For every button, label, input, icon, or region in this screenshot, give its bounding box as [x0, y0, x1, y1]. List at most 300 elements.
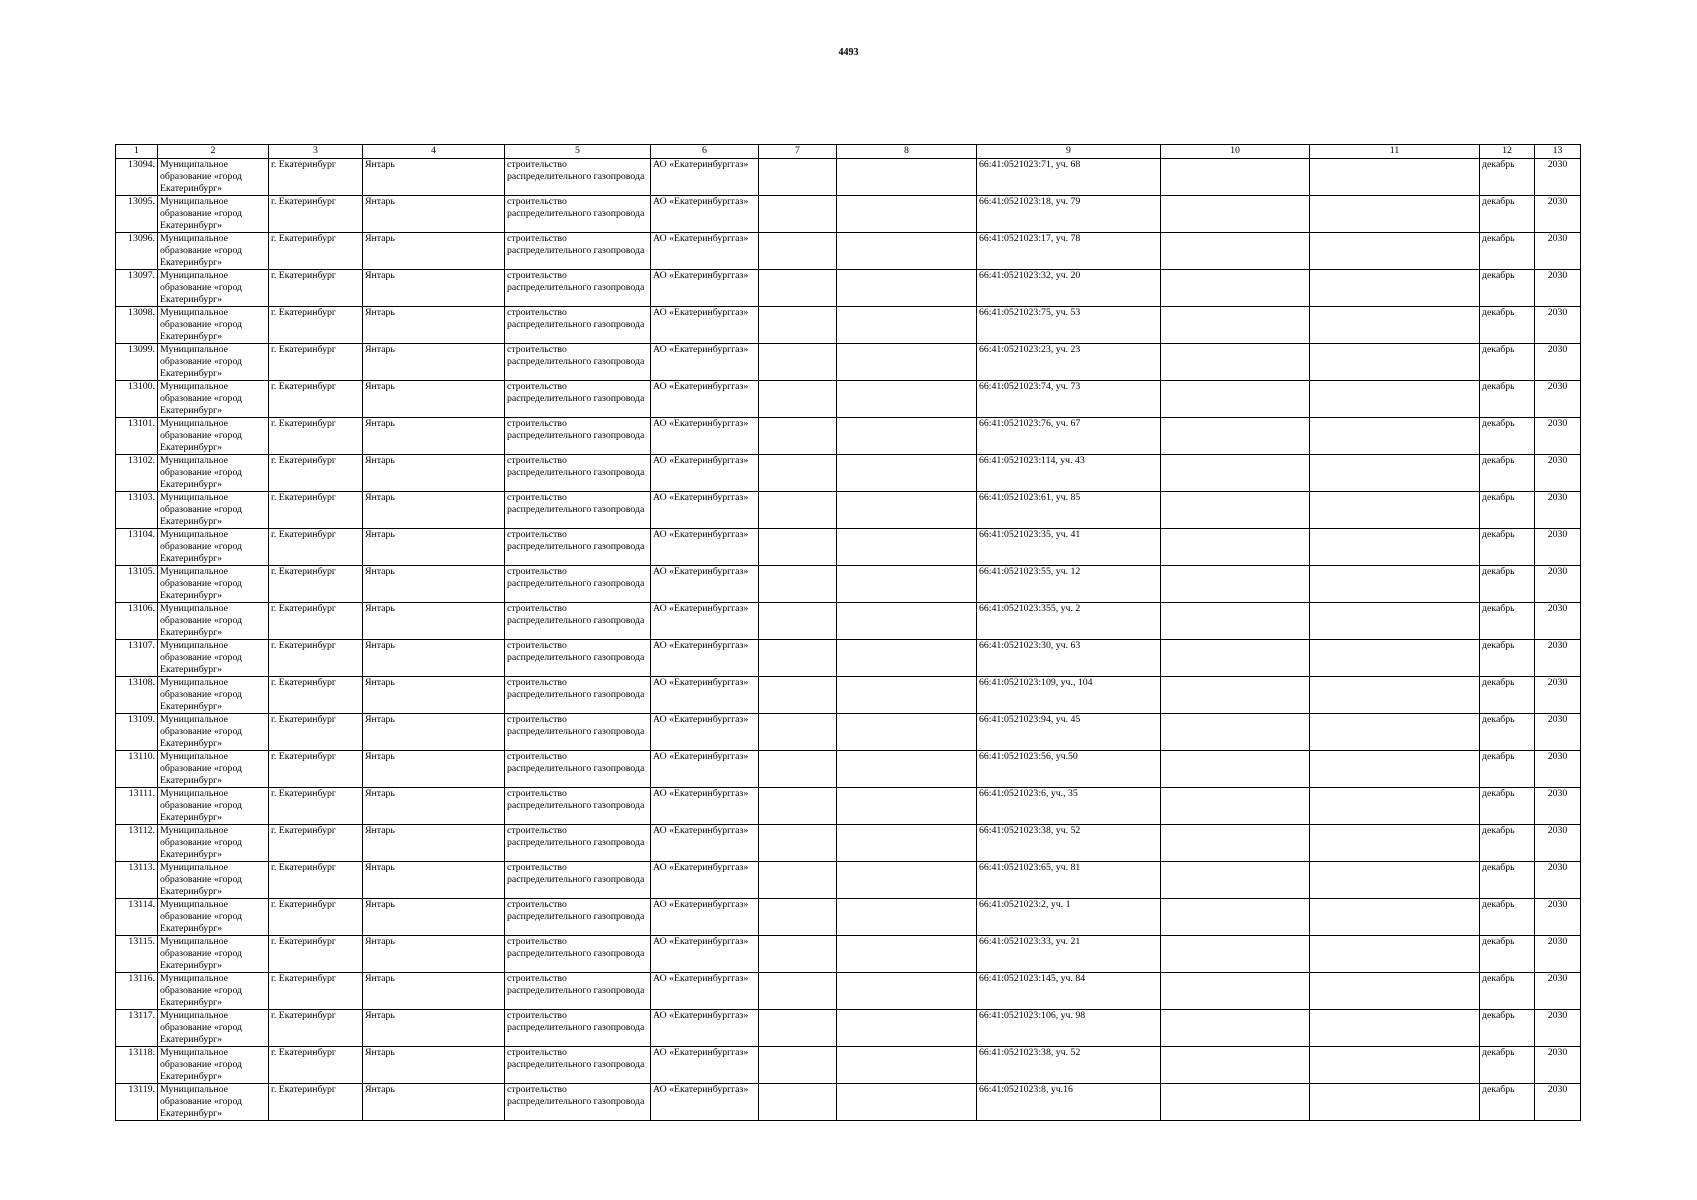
- column-7-cell: [759, 270, 837, 307]
- column-7-cell: [759, 196, 837, 233]
- municipality-cell: Муниципальное образование «город Екатеринбург»: [158, 603, 269, 640]
- cadastral-number-cell: 66:41:0521023:8, уч.16: [977, 1084, 1161, 1121]
- locality-cell: Янтарь: [363, 1084, 505, 1121]
- municipality-cell: Муниципальное образование «город Екатеринбург»: [158, 196, 269, 233]
- column-11-cell: [1310, 529, 1480, 566]
- organization-cell: АО «Екатеринбурггаз»: [651, 936, 759, 973]
- municipality-cell: Муниципальное образование «город Екатеринбург»: [158, 529, 269, 566]
- month-cell: декабрь: [1480, 714, 1535, 751]
- organization-cell: АО «Екатеринбурггаз»: [651, 492, 759, 529]
- column-8-cell: [837, 529, 977, 566]
- column-10-cell: [1161, 1084, 1310, 1121]
- month-cell: декабрь: [1480, 381, 1535, 418]
- cadastral-number-cell: 66:41:0521023:55, уч. 12: [977, 566, 1161, 603]
- cadastral-number-cell: 66:41:0521023:32, уч. 20: [977, 270, 1161, 307]
- column-10-cell: [1161, 196, 1310, 233]
- table-body: [116, 159, 1581, 1121]
- year-cell: 2030: [1535, 381, 1581, 418]
- purpose-cell: строительство распределительного газопровода: [505, 1084, 651, 1121]
- column-11-cell: [1310, 196, 1480, 233]
- month-cell: декабрь: [1480, 973, 1535, 1010]
- year-cell: 2030: [1535, 1010, 1581, 1047]
- column-10-cell: [1161, 159, 1310, 196]
- table-row: [116, 862, 1581, 899]
- city-cell: г. Екатеринбург: [269, 492, 363, 529]
- table-row: [116, 899, 1581, 936]
- column-header: 7: [759, 145, 837, 159]
- column-8-cell: [837, 1010, 977, 1047]
- city-cell: г. Екатеринбург: [269, 233, 363, 270]
- column-7-cell: [759, 862, 837, 899]
- column-11-cell: [1310, 677, 1480, 714]
- city-cell: г. Екатеринбург: [269, 344, 363, 381]
- table-row: [116, 1047, 1581, 1084]
- month-cell: декабрь: [1480, 344, 1535, 381]
- cadastral-number-cell: 66:41:0521023:94, уч. 45: [977, 714, 1161, 751]
- column-7-cell: [759, 233, 837, 270]
- city-cell: г. Екатеринбург: [269, 1010, 363, 1047]
- cadastral-number-cell: 66:41:0521023:6, уч., 35: [977, 788, 1161, 825]
- column-11-cell: [1310, 714, 1480, 751]
- column-8-cell: [837, 788, 977, 825]
- page-number: 4493: [838, 47, 859, 58]
- organization-cell: АО «Екатеринбурггаз»: [651, 381, 759, 418]
- cadastral-number-cell: 66:41:0521023:35, уч. 41: [977, 529, 1161, 566]
- table-row: [116, 233, 1581, 270]
- organization-cell: АО «Екатеринбурггаз»: [651, 714, 759, 751]
- column-header: 5: [505, 145, 651, 159]
- column-11-cell: [1310, 1010, 1480, 1047]
- month-cell: декабрь: [1480, 492, 1535, 529]
- organization-cell: АО «Екатеринбурггаз»: [651, 455, 759, 492]
- cadastral-number-cell: 66:41:0521023:106, уч. 98: [977, 1010, 1161, 1047]
- table-row: [116, 1010, 1581, 1047]
- month-cell: декабрь: [1480, 677, 1535, 714]
- cadastral-number-cell: 66:41:0521023:2, уч. 1: [977, 899, 1161, 936]
- year-cell: 2030: [1535, 529, 1581, 566]
- organization-cell: АО «Екатеринбурггаз»: [651, 1047, 759, 1084]
- organization-cell: АО «Екатеринбурггаз»: [651, 973, 759, 1010]
- column-10-cell: [1161, 788, 1310, 825]
- organization-cell: АО «Екатеринбурггаз»: [651, 825, 759, 862]
- row-number-cell: 13111.: [116, 788, 158, 825]
- city-cell: г. Екатеринбург: [269, 825, 363, 862]
- column-11-cell: [1310, 344, 1480, 381]
- column-8-cell: [837, 270, 977, 307]
- column-11-cell: [1310, 603, 1480, 640]
- month-cell: декабрь: [1480, 418, 1535, 455]
- column-11-cell: [1310, 418, 1480, 455]
- row-number-cell: 13099.: [116, 344, 158, 381]
- table-row: [116, 973, 1581, 1010]
- locality-cell: Янтарь: [363, 492, 505, 529]
- city-cell: г. Екатеринбург: [269, 862, 363, 899]
- column-8-cell: [837, 1047, 977, 1084]
- organization-cell: АО «Екатеринбурггаз»: [651, 233, 759, 270]
- column-8-cell: [837, 899, 977, 936]
- purpose-cell: строительство распределительного газопровода: [505, 788, 651, 825]
- column-11-cell: [1310, 1047, 1480, 1084]
- column-11-cell: [1310, 825, 1480, 862]
- column-10-cell: [1161, 825, 1310, 862]
- month-cell: декабрь: [1480, 936, 1535, 973]
- row-number-cell: 13095.: [116, 196, 158, 233]
- year-cell: 2030: [1535, 1084, 1581, 1121]
- row-number-cell: 13114.: [116, 899, 158, 936]
- purpose-cell: строительство распределительного газопровода: [505, 270, 651, 307]
- purpose-cell: строительство распределительного газопровода: [505, 825, 651, 862]
- city-cell: г. Екатеринбург: [269, 566, 363, 603]
- municipality-cell: Муниципальное образование «город Екатеринбург»: [158, 936, 269, 973]
- organization-cell: АО «Екатеринбурггаз»: [651, 899, 759, 936]
- city-cell: г. Екатеринбург: [269, 455, 363, 492]
- column-10-cell: [1161, 862, 1310, 899]
- purpose-cell: строительство распределительного газопровода: [505, 492, 651, 529]
- purpose-cell: строительство распределительного газопровода: [505, 529, 651, 566]
- cadastral-number-cell: 66:41:0521023:114, уч. 43: [977, 455, 1161, 492]
- locality-cell: Янтарь: [363, 603, 505, 640]
- municipality-cell: Муниципальное образование «город Екатеринбург»: [158, 418, 269, 455]
- column-10-cell: [1161, 1047, 1310, 1084]
- purpose-cell: строительство распределительного газопровода: [505, 566, 651, 603]
- column-7-cell: [759, 640, 837, 677]
- column-7-cell: [759, 418, 837, 455]
- column-header: 9: [977, 145, 1161, 159]
- column-7-cell: [759, 566, 837, 603]
- year-cell: 2030: [1535, 788, 1581, 825]
- cadastral-number-cell: 66:41:0521023:355, уч. 2: [977, 603, 1161, 640]
- municipality-cell: Муниципальное образование «город Екатеринбург»: [158, 1084, 269, 1121]
- year-cell: 2030: [1535, 603, 1581, 640]
- municipality-cell: Муниципальное образование «город Екатеринбург»: [158, 381, 269, 418]
- column-10-cell: [1161, 936, 1310, 973]
- table-row: [116, 1084, 1581, 1121]
- column-8-cell: [837, 825, 977, 862]
- table-row: [116, 529, 1581, 566]
- row-number-cell: 13103.: [116, 492, 158, 529]
- city-cell: г. Екатеринбург: [269, 677, 363, 714]
- city-cell: г. Екатеринбург: [269, 196, 363, 233]
- column-8-cell: [837, 714, 977, 751]
- column-7-cell: [759, 1047, 837, 1084]
- city-cell: г. Екатеринбург: [269, 714, 363, 751]
- year-cell: 2030: [1535, 677, 1581, 714]
- organization-cell: АО «Екатеринбурггаз»: [651, 159, 759, 196]
- municipality-cell: Муниципальное образование «город Екатеринбург»: [158, 1047, 269, 1084]
- column-7-cell: [759, 825, 837, 862]
- row-number-cell: 13112.: [116, 825, 158, 862]
- column-10-cell: [1161, 344, 1310, 381]
- column-8-cell: [837, 751, 977, 788]
- table-row: [116, 270, 1581, 307]
- column-10-cell: [1161, 603, 1310, 640]
- column-10-cell: [1161, 899, 1310, 936]
- city-cell: г. Екатеринбург: [269, 936, 363, 973]
- table-row: [116, 381, 1581, 418]
- city-cell: г. Екатеринбург: [269, 381, 363, 418]
- column-header: 10: [1161, 145, 1310, 159]
- year-cell: 2030: [1535, 492, 1581, 529]
- table-row: [116, 492, 1581, 529]
- cadastral-number-cell: 66:41:0521023:38, уч. 52: [977, 1047, 1161, 1084]
- year-cell: 2030: [1535, 936, 1581, 973]
- year-cell: 2030: [1535, 751, 1581, 788]
- purpose-cell: строительство распределительного газопровода: [505, 344, 651, 381]
- column-7-cell: [759, 159, 837, 196]
- cadastral-number-cell: 66:41:0521023:18, уч. 79: [977, 196, 1161, 233]
- year-cell: 2030: [1535, 973, 1581, 1010]
- municipality-cell: Муниципальное образование «город Екатеринбург»: [158, 677, 269, 714]
- city-cell: г. Екатеринбург: [269, 307, 363, 344]
- cadastral-number-cell: 66:41:0521023:17, уч. 78: [977, 233, 1161, 270]
- month-cell: декабрь: [1480, 788, 1535, 825]
- municipality-cell: Муниципальное образование «город Екатеринбург»: [158, 270, 269, 307]
- column-10-cell: [1161, 640, 1310, 677]
- city-cell: г. Екатеринбург: [269, 159, 363, 196]
- column-header: 11: [1310, 145, 1480, 159]
- table-row: [116, 677, 1581, 714]
- table-row: [116, 455, 1581, 492]
- organization-cell: АО «Екатеринбурггаз»: [651, 196, 759, 233]
- table-row: [116, 344, 1581, 381]
- column-8-cell: [837, 603, 977, 640]
- municipality-cell: Муниципальное образование «город Екатеринбург»: [158, 233, 269, 270]
- month-cell: декабрь: [1480, 1084, 1535, 1121]
- column-8-cell: [837, 566, 977, 603]
- table-header: [116, 145, 1581, 159]
- row-number-cell: 13097.: [116, 270, 158, 307]
- column-11-cell: [1310, 973, 1480, 1010]
- organization-cell: АО «Екатеринбурггаз»: [651, 270, 759, 307]
- column-header: 3: [269, 145, 363, 159]
- organization-cell: АО «Екатеринбурггаз»: [651, 1084, 759, 1121]
- organization-cell: АО «Екатеринбурггаз»: [651, 344, 759, 381]
- column-8-cell: [837, 307, 977, 344]
- year-cell: 2030: [1535, 344, 1581, 381]
- purpose-cell: строительство распределительного газопровода: [505, 603, 651, 640]
- purpose-cell: строительство распределительного газопровода: [505, 381, 651, 418]
- table-row: [116, 159, 1581, 196]
- column-11-cell: [1310, 455, 1480, 492]
- row-number-cell: 13105.: [116, 566, 158, 603]
- month-cell: декабрь: [1480, 603, 1535, 640]
- column-11-cell: [1310, 566, 1480, 603]
- column-11-cell: [1310, 307, 1480, 344]
- table-row: [116, 418, 1581, 455]
- column-8-cell: [837, 973, 977, 1010]
- month-cell: декабрь: [1480, 455, 1535, 492]
- purpose-cell: строительство распределительного газопровода: [505, 159, 651, 196]
- column-10-cell: [1161, 270, 1310, 307]
- cadastral-number-cell: 66:41:0521023:56, уч.50: [977, 751, 1161, 788]
- month-cell: декабрь: [1480, 751, 1535, 788]
- column-11-cell: [1310, 640, 1480, 677]
- row-number-cell: 13096.: [116, 233, 158, 270]
- row-number-cell: 13113.: [116, 862, 158, 899]
- cadastral-number-cell: 66:41:0521023:109, уч., 104: [977, 677, 1161, 714]
- column-8-cell: [837, 492, 977, 529]
- locality-cell: Янтарь: [363, 233, 505, 270]
- purpose-cell: строительство распределительного газопровода: [505, 677, 651, 714]
- locality-cell: Янтарь: [363, 862, 505, 899]
- purpose-cell: строительство распределительного газопровода: [505, 455, 651, 492]
- table-row: [116, 196, 1581, 233]
- organization-cell: АО «Екатеринбурггаз»: [651, 862, 759, 899]
- column-10-cell: [1161, 307, 1310, 344]
- month-cell: декабрь: [1480, 159, 1535, 196]
- month-cell: декабрь: [1480, 566, 1535, 603]
- month-cell: декабрь: [1480, 899, 1535, 936]
- purpose-cell: строительство распределительного газопровода: [505, 640, 651, 677]
- organization-cell: АО «Екатеринбурггаз»: [651, 529, 759, 566]
- month-cell: декабрь: [1480, 196, 1535, 233]
- register-table: [115, 144, 1581, 1121]
- column-10-cell: [1161, 418, 1310, 455]
- column-8-cell: [837, 196, 977, 233]
- column-header: 12: [1480, 145, 1535, 159]
- row-number-cell: 13100.: [116, 381, 158, 418]
- municipality-cell: Муниципальное образование «город Екатеринбург»: [158, 159, 269, 196]
- column-7-cell: [759, 455, 837, 492]
- column-8-cell: [837, 936, 977, 973]
- month-cell: декабрь: [1480, 862, 1535, 899]
- municipality-cell: Муниципальное образование «город Екатеринбург»: [158, 492, 269, 529]
- row-number-cell: 13102.: [116, 455, 158, 492]
- purpose-cell: строительство распределительного газопровода: [505, 418, 651, 455]
- column-8-cell: [837, 381, 977, 418]
- column-7-cell: [759, 788, 837, 825]
- column-7-cell: [759, 677, 837, 714]
- cadastral-number-cell: 66:41:0521023:38, уч. 52: [977, 825, 1161, 862]
- column-7-cell: [759, 714, 837, 751]
- locality-cell: Янтарь: [363, 677, 505, 714]
- organization-cell: АО «Екатеринбурггаз»: [651, 307, 759, 344]
- column-7-cell: [759, 936, 837, 973]
- purpose-cell: строительство распределительного газопровода: [505, 1047, 651, 1084]
- column-7-cell: [759, 344, 837, 381]
- row-number-cell: 13104.: [116, 529, 158, 566]
- locality-cell: Янтарь: [363, 1010, 505, 1047]
- column-10-cell: [1161, 714, 1310, 751]
- locality-cell: Янтарь: [363, 788, 505, 825]
- year-cell: 2030: [1535, 714, 1581, 751]
- column-10-cell: [1161, 677, 1310, 714]
- year-cell: 2030: [1535, 270, 1581, 307]
- row-number-cell: 13098.: [116, 307, 158, 344]
- locality-cell: Янтарь: [363, 159, 505, 196]
- purpose-cell: строительство распределительного газопровода: [505, 899, 651, 936]
- month-cell: декабрь: [1480, 529, 1535, 566]
- municipality-cell: Муниципальное образование «город Екатеринбург»: [158, 344, 269, 381]
- locality-cell: Янтарь: [363, 270, 505, 307]
- cadastral-number-cell: 66:41:0521023:30, уч. 63: [977, 640, 1161, 677]
- table-row: [116, 751, 1581, 788]
- year-cell: 2030: [1535, 418, 1581, 455]
- cadastral-number-cell: 66:41:0521023:23, уч. 23: [977, 344, 1161, 381]
- row-number-cell: 13118.: [116, 1047, 158, 1084]
- column-11-cell: [1310, 751, 1480, 788]
- year-cell: 2030: [1535, 307, 1581, 344]
- city-cell: г. Екатеринбург: [269, 788, 363, 825]
- column-11-cell: [1310, 381, 1480, 418]
- locality-cell: Янтарь: [363, 196, 505, 233]
- city-cell: г. Екатеринбург: [269, 1047, 363, 1084]
- table-row: [116, 825, 1581, 862]
- municipality-cell: Муниципальное образование «город Екатеринбург»: [158, 825, 269, 862]
- year-cell: 2030: [1535, 196, 1581, 233]
- column-10-cell: [1161, 751, 1310, 788]
- cadastral-number-cell: 66:41:0521023:65, уч. 81: [977, 862, 1161, 899]
- city-cell: г. Екатеринбург: [269, 270, 363, 307]
- purpose-cell: строительство распределительного газопровода: [505, 233, 651, 270]
- column-10-cell: [1161, 973, 1310, 1010]
- organization-cell: АО «Екатеринбурггаз»: [651, 677, 759, 714]
- municipality-cell: Муниципальное образование «город Екатеринбург»: [158, 714, 269, 751]
- column-7-cell: [759, 1084, 837, 1121]
- locality-cell: Янтарь: [363, 381, 505, 418]
- column-8-cell: [837, 677, 977, 714]
- year-cell: 2030: [1535, 159, 1581, 196]
- locality-cell: Янтарь: [363, 455, 505, 492]
- purpose-cell: строительство распределительного газопровода: [505, 307, 651, 344]
- city-cell: г. Екатеринбург: [269, 1084, 363, 1121]
- municipality-cell: Муниципальное образование «город Екатеринбург»: [158, 862, 269, 899]
- column-11-cell: [1310, 1084, 1480, 1121]
- year-cell: 2030: [1535, 566, 1581, 603]
- year-cell: 2030: [1535, 640, 1581, 677]
- column-10-cell: [1161, 529, 1310, 566]
- city-cell: г. Екатеринбург: [269, 973, 363, 1010]
- row-number-cell: 13094.: [116, 159, 158, 196]
- organization-cell: АО «Екатеринбурггаз»: [651, 640, 759, 677]
- year-cell: 2030: [1535, 455, 1581, 492]
- column-10-cell: [1161, 381, 1310, 418]
- purpose-cell: строительство распределительного газопровода: [505, 196, 651, 233]
- cadastral-number-cell: 66:41:0521023:33, уч. 21: [977, 936, 1161, 973]
- cadastral-number-cell: 66:41:0521023:145, уч. 84: [977, 973, 1161, 1010]
- month-cell: декабрь: [1480, 270, 1535, 307]
- column-7-cell: [759, 1010, 837, 1047]
- row-number-cell: 13119.: [116, 1084, 158, 1121]
- column-7-cell: [759, 529, 837, 566]
- column-10-cell: [1161, 492, 1310, 529]
- locality-cell: Янтарь: [363, 1047, 505, 1084]
- column-8-cell: [837, 640, 977, 677]
- column-8-cell: [837, 862, 977, 899]
- column-header: 8: [837, 145, 977, 159]
- table-row: [116, 936, 1581, 973]
- column-header: 4: [363, 145, 505, 159]
- row-number-cell: 13115.: [116, 936, 158, 973]
- column-11-cell: [1310, 233, 1480, 270]
- year-cell: 2030: [1535, 825, 1581, 862]
- city-cell: г. Екатеринбург: [269, 899, 363, 936]
- column-header: 13: [1535, 145, 1581, 159]
- year-cell: 2030: [1535, 899, 1581, 936]
- column-11-cell: [1310, 492, 1480, 529]
- row-number-cell: 13108.: [116, 677, 158, 714]
- city-cell: г. Екатеринбург: [269, 640, 363, 677]
- cadastral-number-cell: 66:41:0521023:61, уч. 85: [977, 492, 1161, 529]
- locality-cell: Янтарь: [363, 973, 505, 1010]
- cadastral-number-cell: 66:41:0521023:74, уч. 73: [977, 381, 1161, 418]
- column-10-cell: [1161, 1010, 1310, 1047]
- organization-cell: АО «Екатеринбурггаз»: [651, 603, 759, 640]
- column-11-cell: [1310, 159, 1480, 196]
- row-number-cell: 13116.: [116, 973, 158, 1010]
- month-cell: декабрь: [1480, 1047, 1535, 1084]
- locality-cell: Янтарь: [363, 640, 505, 677]
